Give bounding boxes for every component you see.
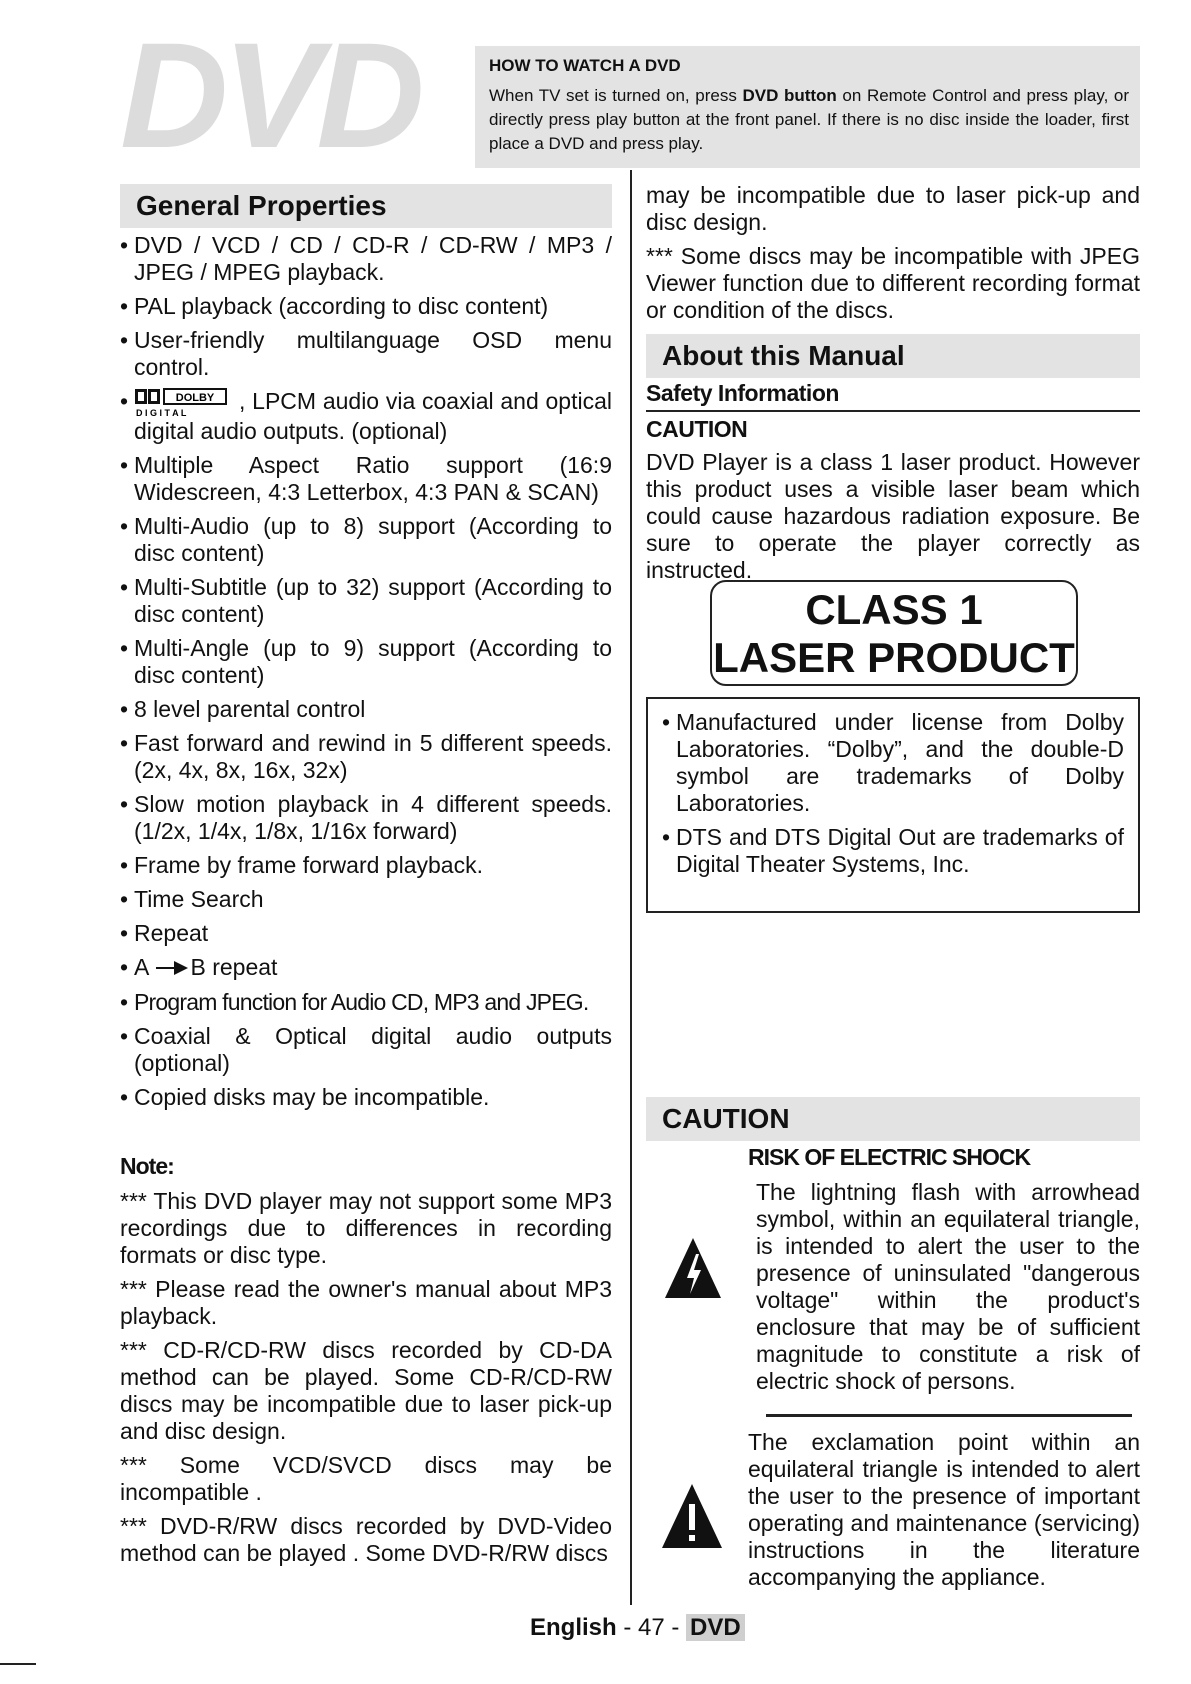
caution-paragraph: DVD Player is a class 1 laser product. However this product uses a visible laser beam which could cause hazardous radiation exposure. Be sure to operate the player correctly as instructed. — [646, 449, 1140, 583]
list-item: • Program function for Audio CD, MP3 and JPEG. — [120, 989, 589, 1016]
exclamation-paragraph: The exclamation point within an equilateral triangle is intended to alert the user to the presence of important operating and maintenance (servicing) instructions in the literature accompanying the appliance. — [748, 1429, 1140, 1590]
laser-line-1: CLASS 1 — [805, 586, 983, 633]
footer-section-tag: DVD — [686, 1614, 745, 1641]
list-item: • DOLBY D I G I T A L , LPCM audio via coaxial and optical digital audio outputs. (optional) — [120, 388, 612, 444]
list-item: • DTS and DTS Digital Out are trademarks of Digital Theater Systems, Inc. — [662, 824, 1124, 877]
note-paragraph: *** CD-R/CD-RW discs recorded by CD-DA method can be played. Some CD-R/CD-RW discs may be incompatible due to laser pick-up and disc design. — [120, 1337, 612, 1444]
howto-title: HOW TO WATCH A DVD — [489, 56, 681, 75]
note-paragraph: *** Some VCD/SVCD discs may be incompatible . — [120, 1452, 612, 1505]
list-item: • Multi-Audio (up to 8) support (According to disc content) — [120, 513, 612, 566]
column-divider — [630, 170, 632, 1605]
list-item: • Slow motion playback in 4 different speeds. (1/2x, 1/4x, 1/8x, 1/16x forward) — [120, 791, 612, 844]
howto-text: When TV set is turned on, press DVD button on Remote Control and press play, or directly press play button at the front panel. If there is no disc inside the loader, first place a DVD and press play. — [489, 86, 1130, 153]
note-title: Note: — [120, 1153, 174, 1179]
lightning-warning-icon — [663, 1236, 723, 1305]
corner-mark — [0, 1663, 36, 1665]
exclamation-warning-icon — [660, 1482, 724, 1555]
lightning-paragraph: The lightning flash with arrowhead symbol, within an equilateral triangle, is intended to alert the user to the presence of uninsulated "dangerous voltage" within the product's enclosure that may be of sufficient magnitude to constitute a risk of electric shock of persons. — [756, 1179, 1140, 1394]
note-paragraph: *** Please read the owner's manual about MP3 playback. — [120, 1276, 612, 1329]
list-item: • User-friendly multilanguage OSD menu control. — [120, 327, 612, 380]
list-item: • Coaxial & Optical digital audio outputs (optional) — [120, 1023, 612, 1077]
general-properties-heading: General Properties — [120, 184, 612, 228]
lightning-text-wrap — [756, 1179, 1140, 1395]
list-item: • Time Search — [120, 886, 264, 912]
continued-notes — [646, 182, 1140, 324]
dolby-digital-logo — [134, 388, 239, 418]
about-manual-heading: About this Manual — [646, 334, 1140, 378]
page-footer — [530, 1614, 745, 1642]
list-item: • DVD / VCD / CD / CD-R / CD-RW / MP3 / JPEG / MPEG playback. — [120, 232, 612, 285]
list-item: • Fast forward and rewind in 5 different speeds. (2x, 4x, 8x, 16x, 32x) — [120, 730, 612, 783]
caution-subheading: CAUTION — [646, 416, 748, 442]
list-item: • Repeat — [120, 920, 209, 946]
svg-text:DOLBY: DOLBY — [175, 392, 215, 404]
divider — [646, 410, 1140, 412]
how-to-watch-panel — [475, 46, 1140, 168]
page-number: - 47 - — [616, 1614, 687, 1641]
note-paragraph: may be incompatible due to laser pick-up and disc design. — [646, 182, 1140, 235]
trademark-list — [662, 709, 1124, 878]
caution-paragraph-wrap — [646, 449, 1140, 584]
note-paragraph: *** DVD-R/RW discs recorded by DVD-Video method can be played . Some DVD-R/RW discs — [120, 1513, 612, 1566]
risk-electric-shock-heading: RISK OF ELECTRIC SHOCK — [748, 1144, 1031, 1170]
list-item: • Multi-Angle (up to 9) support (According to disc content) — [120, 635, 612, 688]
class-1-laser-label — [710, 580, 1078, 686]
laser-line-2: LASER PRODUCT — [713, 634, 1075, 681]
list-item: • Frame by frame forward playback. — [120, 852, 483, 878]
list-item: • Manufactured under license from Dolby Laboratories. “Dolby”, and the double-D symbol are trademarks of Dolby Laboratories. — [662, 709, 1124, 816]
caution-heading: CAUTION — [646, 1097, 1140, 1141]
general-properties-list — [120, 232, 612, 1111]
footer-language: English — [530, 1614, 617, 1641]
safety-information-heading: Safety Information — [646, 380, 839, 406]
note-paragraph: *** This DVD player may not support some MP3 recordings due to differences in recording formats or disc type. — [120, 1188, 612, 1268]
exclamation-text-wrap — [748, 1429, 1140, 1591]
note-section — [120, 1153, 612, 1567]
dvd-watermark-title: DVD — [120, 11, 419, 179]
list-item: • Multiple Aspect Ratio support (16:9 Widescreen, 4:3 Letterbox, 4:3 PAN & SCAN) — [120, 452, 612, 505]
list-item: • A B repeat — [120, 954, 612, 982]
list-item: • Copied disks may be incompatible. — [120, 1084, 490, 1111]
list-item: • PAL playback (according to disc content) — [120, 293, 549, 319]
divider — [766, 1414, 1132, 1417]
list-item: • 8 level parental control — [120, 696, 366, 722]
general-properties-list-wrap — [120, 232, 612, 1118]
svg-text:D I G I T A L: D I G I T A L — [136, 408, 187, 418]
note-paragraph: *** Some discs may be incompatible with JPEG Viewer function due to different recording format or condition of the discs. — [646, 243, 1140, 323]
list-item: • Multi-Subtitle (up to 32) support (According to disc content) — [120, 574, 612, 627]
trademark-box — [646, 697, 1140, 913]
arrow-right-icon — [154, 955, 190, 982]
